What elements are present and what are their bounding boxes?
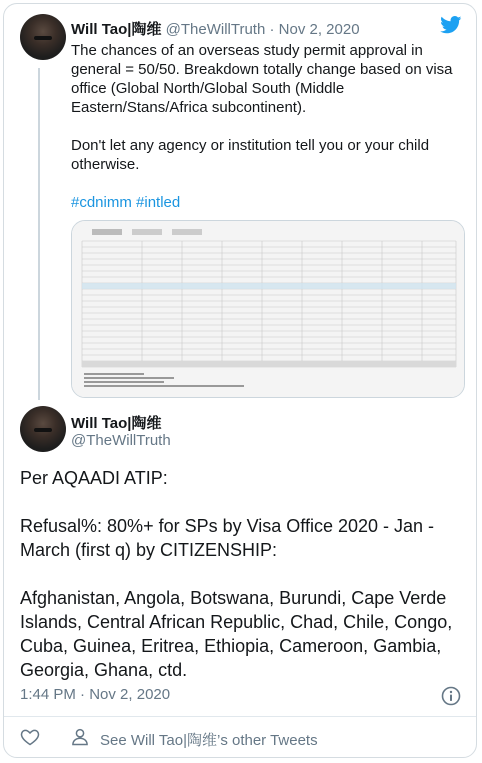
tweet-paragraph: Refusal%: 80%+ for SPs by Visa Office 2020 - Jan - March (first q) by CITIZENSHIP: [20,516,435,560]
author-handle[interactable]: @TheWillTruth [165,21,266,38]
tweet-paragraph: Per AQAADI ATIP: [20,468,168,488]
tweet-paragraph: Afghanistan, Angola, Botswana, Burundi, Cape Verde Islands, Central African Republic, Chad, Chile, Congo, Cuba, Guinea, Eritrea, Ethiopia, Cameroon, Gambia, Georgia, Ghana, ctd. [20,588,453,680]
info-icon[interactable] [441,686,461,706]
hashtag-links[interactable]: #cdnimm #intled [71,194,181,211]
tweet-text [71,41,463,212]
tweet-date[interactable]: Nov 2, 2020 [89,686,171,703]
author-name[interactable]: Will Tao|陶维 [71,21,162,38]
tweet-paragraph: The chances of an overseas study permit approval in general = 50/50. Breakdown totally change based on visa office (Global North/Global South (Middle Eastern/Stans/Africa subcontinent). [71,42,453,116]
twitter-bird-icon[interactable] [440,16,462,34]
tweet-paragraph: Don't let any agency or institution tell you or your child otherwise. [71,137,430,173]
tweet-time[interactable]: 1:44 PM [20,686,76,703]
heart-icon[interactable] [20,727,40,747]
document-scan-image [72,221,464,397]
tweet-timestamp[interactable] [20,686,170,703]
avatar[interactable] [20,14,66,60]
thread-connector-line [38,68,40,400]
divider [4,716,476,717]
attached-document-image[interactable] [71,220,465,398]
author-handle[interactable]: @TheWillTruth [71,432,171,449]
person-icon[interactable] [70,727,90,747]
tweet-date[interactable]: Nov 2, 2020 [278,21,360,38]
avatar[interactable] [20,406,66,452]
tweet-header [71,18,360,39]
see-other-tweets-link[interactable]: See Will Tao|陶维’s other Tweets [100,732,318,749]
author-name[interactable]: Will Tao|陶维 [71,415,162,432]
separator-dot: · [269,21,275,38]
separator-dot: · [80,686,86,703]
tweet-text [20,466,472,682]
